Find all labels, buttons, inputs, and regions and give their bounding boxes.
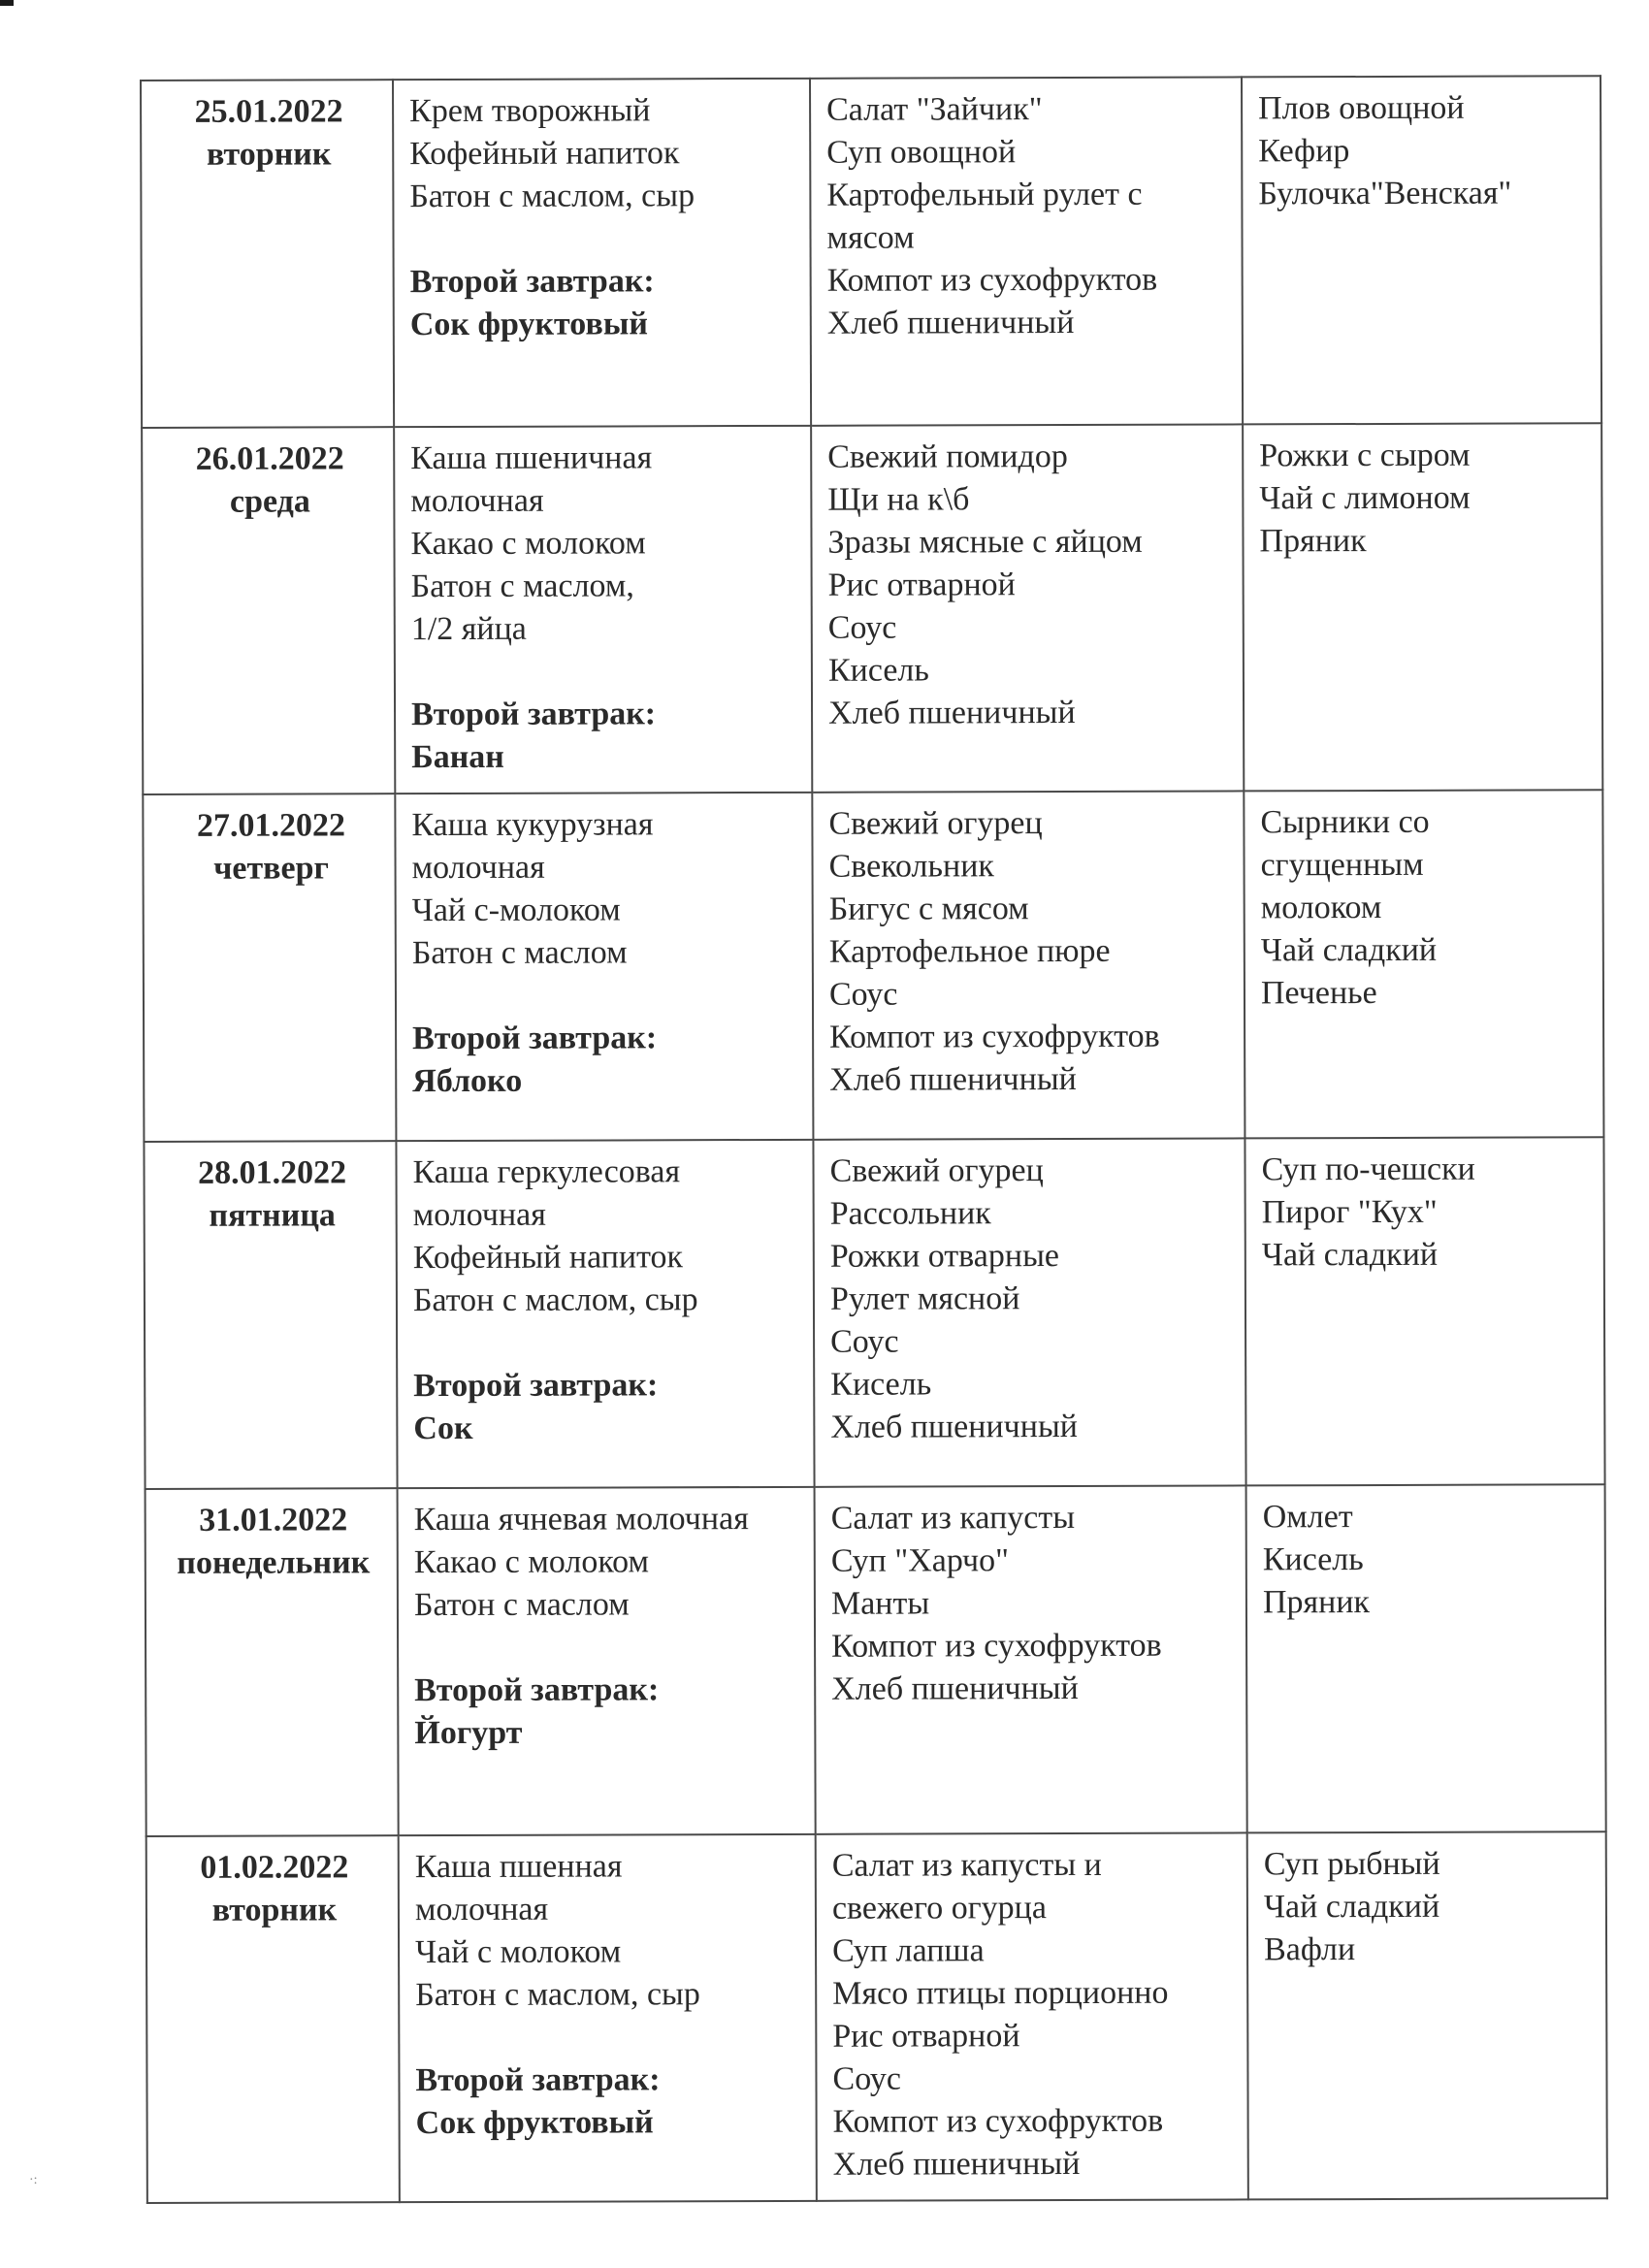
snack-item: Чай сладкий (1261, 1236, 1439, 1274)
second-breakfast-title: Второй завтрак: (414, 1671, 660, 1709)
lunch-cell (813, 1138, 1245, 1486)
snack-cell (1243, 423, 1602, 791)
snack-cell (1246, 1484, 1606, 1832)
lunch-item: Рассольник (829, 1195, 991, 1232)
snack-item: Кисель (1262, 1541, 1364, 1578)
breakfast-cell (393, 79, 811, 427)
lunch-item: Соус (827, 609, 897, 646)
weekday-text: среда (229, 483, 310, 520)
scan-corner-mark (0, 0, 14, 6)
lunch-item: Компот из сухофруктов (832, 2102, 1164, 2140)
snack-item: Сырники со (1260, 803, 1430, 841)
lunch-item: Хлеб пшеничный (826, 304, 1075, 341)
breakfast-item: молочная (412, 1196, 546, 1234)
snack-item: Суп по-чешски (1261, 1150, 1475, 1188)
second-breakfast-item: Яблоко (412, 1062, 523, 1100)
second-breakfast-item: Сок (413, 1409, 473, 1447)
lunch-item: Мясо птицы порционно (832, 1974, 1169, 2012)
lunch-cell (811, 424, 1244, 792)
lunch-item: Свекольник (828, 848, 994, 885)
snack-item: Вафли (1264, 1931, 1356, 1968)
second-breakfast-item: Сок фруктовый (415, 2104, 654, 2142)
lunch-item: Соус (832, 2060, 902, 2097)
breakfast-item: Кофейный напиток (409, 135, 680, 173)
lunch-item: Хлеб пшеничный (832, 2145, 1081, 2183)
snack-item: Чай сладкий (1263, 1888, 1440, 1926)
lunch-item: Щи на к\б (827, 481, 970, 518)
lunch-item: Картофельное пюре (828, 932, 1111, 970)
menu-row (141, 76, 1601, 428)
lunch-item: Рис отварной (832, 2018, 1020, 2055)
second-breakfast-item: Сок фруктовый (409, 306, 648, 343)
snack-item: Рожки с сыром (1259, 437, 1471, 474)
snack-cell (1247, 1831, 1607, 2199)
weekday-text: четверг (213, 850, 330, 887)
lunch-item: Картофельный рулет с (826, 176, 1143, 213)
date-cell (141, 80, 394, 428)
date-text: 27.01.2022 (196, 807, 345, 844)
breakfast-item: 1/2 яйца (410, 610, 527, 648)
weekday-text: вторник (206, 136, 332, 173)
breakfast-spacer (415, 2016, 803, 2059)
lunch-item: Компот из сухофруктов (826, 261, 1158, 299)
snack-item: молоком (1260, 889, 1382, 926)
second-breakfast-title: Второй завтрак: (409, 263, 655, 301)
breakfast-item: Какао с молоком (413, 1543, 650, 1581)
lunch-item: Салат из капусты (830, 1499, 1076, 1537)
menu-row (143, 790, 1603, 1142)
lunch-cell (816, 1832, 1248, 2200)
breakfast-spacer (414, 1626, 802, 1669)
lunch-item: Бигус с мясом (828, 891, 1029, 927)
snack-item: Плов овощной (1258, 89, 1465, 127)
date-cell (143, 794, 396, 1142)
lunch-cell (812, 791, 1245, 1139)
date-cell (144, 1141, 397, 1489)
snack-item: Омлет (1262, 1499, 1353, 1536)
breakfast-cell (394, 426, 812, 794)
date-cell (146, 1835, 400, 2203)
lunch-item: Суп лапша (832, 1932, 985, 1969)
second-breakfast-item: Банан (411, 738, 504, 776)
lunch-cell (810, 77, 1243, 425)
lunch-item: Хлеб пшеничный (831, 1669, 1079, 1707)
lunch-item: свежего огурца (831, 1890, 1047, 1927)
breakfast-item: Батон с маслом, сыр (412, 1281, 698, 1319)
breakfast-spacer (409, 217, 797, 261)
date-text: 31.01.2022 (199, 1502, 348, 1539)
breakfast-item: Чай с молоком (415, 1933, 622, 1971)
lunch-item: Суп овощной (826, 134, 1017, 171)
snack-item: Булочка"Венская" (1258, 175, 1512, 212)
breakfast-item: молочная (410, 482, 544, 520)
breakfast-item: Батон с маслом, (410, 567, 634, 605)
lunch-item: Манты (830, 1585, 930, 1622)
second-breakfast-title: Второй завтрак: (413, 1367, 659, 1405)
breakfast-item: Крем творожный (409, 92, 651, 130)
lunch-item: Соус (830, 1323, 899, 1360)
snack-item: Суп рыбный (1263, 1845, 1440, 1883)
scan-noise: ·: (29, 2173, 38, 2187)
lunch-item: Компот из сухофруктов (829, 1018, 1160, 1055)
lunch-item: мясом (826, 219, 915, 256)
lunch-item: Хлеб пшеничный (830, 1408, 1079, 1445)
breakfast-item: молочная (414, 1891, 549, 1928)
breakfast-item: молочная (411, 849, 545, 887)
breakfast-item: Каша геркулесовая (412, 1153, 681, 1191)
date-text: 28.01.2022 (197, 1154, 347, 1191)
lunch-item: Салат "Зайчик" (826, 91, 1043, 128)
weekday-text: понедельник (177, 1544, 371, 1581)
lunch-item: Кисель (830, 1366, 932, 1403)
lunch-item: Соус (828, 976, 898, 1013)
date-text: 25.01.2022 (194, 93, 343, 130)
date-text: 01.02.2022 (200, 1849, 349, 1886)
breakfast-item: Какао с молоком (410, 525, 646, 563)
menu-table (140, 75, 1608, 2204)
breakfast-spacer (413, 1321, 801, 1365)
lunch-item: Хлеб пшеничный (829, 1060, 1077, 1098)
second-breakfast-title: Второй завтрак: (410, 696, 657, 733)
date-cell (142, 427, 395, 794)
breakfast-cell (396, 1140, 814, 1488)
lunch-item: Кисель (827, 652, 929, 689)
date-text: 26.01.2022 (195, 440, 344, 477)
breakfast-item: Батон с маслом, сыр (409, 178, 695, 215)
breakfast-item: Каша пшенная (414, 1848, 623, 1886)
second-breakfast-title: Второй завтрак: (412, 1020, 658, 1057)
breakfast-item: Кофейный напиток (412, 1239, 684, 1277)
breakfast-item: Каша кукурузная (411, 806, 654, 844)
breakfast-spacer (412, 974, 800, 1018)
lunch-item: Рожки отварные (829, 1238, 1060, 1275)
snack-item: Пирог "Кух" (1261, 1193, 1438, 1231)
lunch-item: Компот из сухофруктов (831, 1627, 1162, 1665)
weekday-text: вторник (211, 1892, 338, 1928)
breakfast-cell (398, 1487, 816, 1835)
breakfast-cell (399, 1834, 817, 2202)
lunch-item: Суп "Харчо" (830, 1542, 1010, 1579)
lunch-cell (815, 1485, 1247, 1833)
menu-row (146, 1831, 1607, 2203)
snack-item: Чай сладкий (1260, 931, 1438, 969)
menu-row (146, 1484, 1606, 1836)
snack-item: Кефир (1258, 133, 1350, 170)
menu-row (142, 423, 1602, 794)
breakfast-item: Батон с маслом (411, 934, 628, 972)
date-cell (146, 1488, 399, 1836)
lunch-item: Зразы мясные с яйцом (827, 523, 1143, 561)
breakfast-cell (395, 793, 813, 1141)
breakfast-item: Каша ячневая молочная (413, 1501, 749, 1539)
snack-cell (1242, 76, 1601, 424)
weekday-text: пятница (209, 1197, 336, 1234)
snack-cell (1244, 790, 1603, 1138)
breakfast-item: Чай с-молоком (411, 891, 621, 929)
lunch-item: Свежий огурец (829, 1152, 1044, 1189)
snack-item: Печенье (1260, 974, 1377, 1012)
snack-item: Пряник (1259, 523, 1367, 560)
breakfast-item: Батон с маслом, сыр (415, 1976, 700, 2014)
snack-cell (1245, 1137, 1604, 1485)
menu-row (144, 1137, 1604, 1489)
menu-body (141, 76, 1607, 2203)
breakfast-item: Каша пшеничная (410, 439, 653, 477)
lunch-item: Рулет мясной (829, 1280, 1020, 1317)
breakfast-spacer (411, 650, 799, 694)
lunch-item: Рис отварной (827, 567, 1016, 603)
lunch-item: Хлеб пшеничный (827, 694, 1076, 731)
second-breakfast-title: Второй завтрак: (415, 2061, 661, 2099)
snack-item: Чай с лимоном (1259, 479, 1471, 517)
lunch-item: Свежий огурец (828, 805, 1043, 842)
snack-item: Пряник (1262, 1584, 1371, 1621)
snack-item: сгущенным (1260, 846, 1424, 884)
lunch-item: Свежий помидор (827, 437, 1068, 475)
second-breakfast-item: Йогурт (414, 1714, 523, 1752)
lunch-item: Салат из капусты и (831, 1846, 1102, 1884)
breakfast-item: Батон с маслом (413, 1586, 630, 1624)
